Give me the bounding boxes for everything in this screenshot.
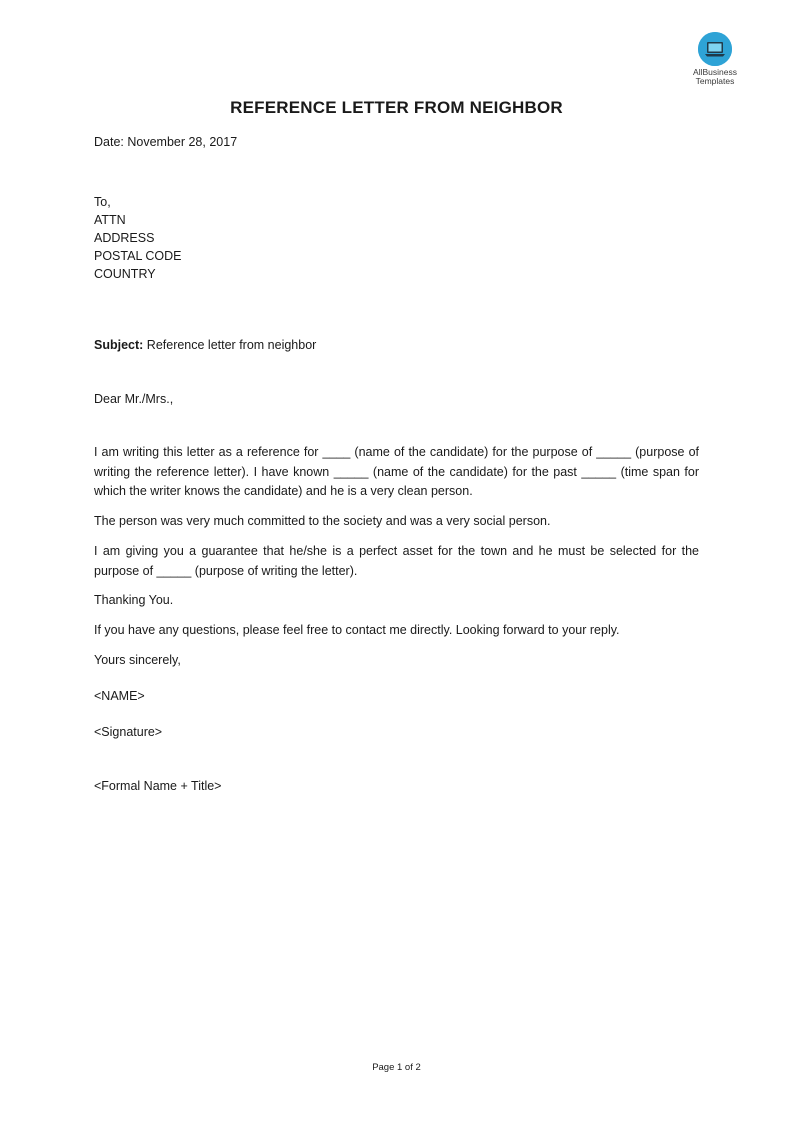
letter-date: Date: November 28, 2017 [94, 135, 238, 149]
salutation: Dear Mr./Mrs., [94, 392, 174, 406]
paragraph-2: The person was very much committed to the society and was a very social person. [94, 514, 551, 528]
subject-text: Reference letter from neighbor [143, 338, 317, 352]
formal-name-title: <Formal Name + Title> [94, 779, 222, 793]
page-number: Page 1 of 2 [372, 1062, 421, 1073]
logo-line-1: AllBusiness [693, 67, 737, 77]
closing: Yours sincerely, [94, 653, 181, 667]
signature-placeholder: <Signature> [94, 725, 163, 739]
logo-text [680, 68, 750, 86]
logo-line-2: Templates [695, 76, 735, 86]
paragraph-3: I am giving you a guarantee that he/she is a perfect asset for the town and he must be selected for the purpose of _____ (purpose of writing the letter). [94, 544, 699, 578]
subject-line [94, 336, 316, 354]
address-street: ADDRESS [94, 231, 155, 245]
document-title: REFERENCE LETTER FROM NEIGHBOR [230, 98, 563, 117]
paragraph-4: Thanking You. [94, 593, 174, 607]
address-country: COUNTRY [94, 267, 156, 281]
subject-label: Subject: [94, 338, 144, 352]
address-to: To, [94, 195, 111, 209]
laptop-icon [698, 32, 732, 66]
allbusiness-logo [680, 32, 750, 86]
signer-name: <NAME> [94, 689, 145, 703]
paragraph-5: If you have any questions, please feel free to contact me directly. Looking forward to your reply. [94, 623, 620, 637]
address-attn: ATTN [94, 213, 126, 227]
paragraph-1: I am writing this letter as a reference for ____ (name of the candidate) for the purpose of _____ (purpose of writing the reference letter). I have known _____ (name of the candidate) for the past _____ (time span for which the writer knows the candidate) and he is a very clean person. [94, 445, 699, 498]
address-postal-code: POSTAL CODE [94, 249, 182, 263]
